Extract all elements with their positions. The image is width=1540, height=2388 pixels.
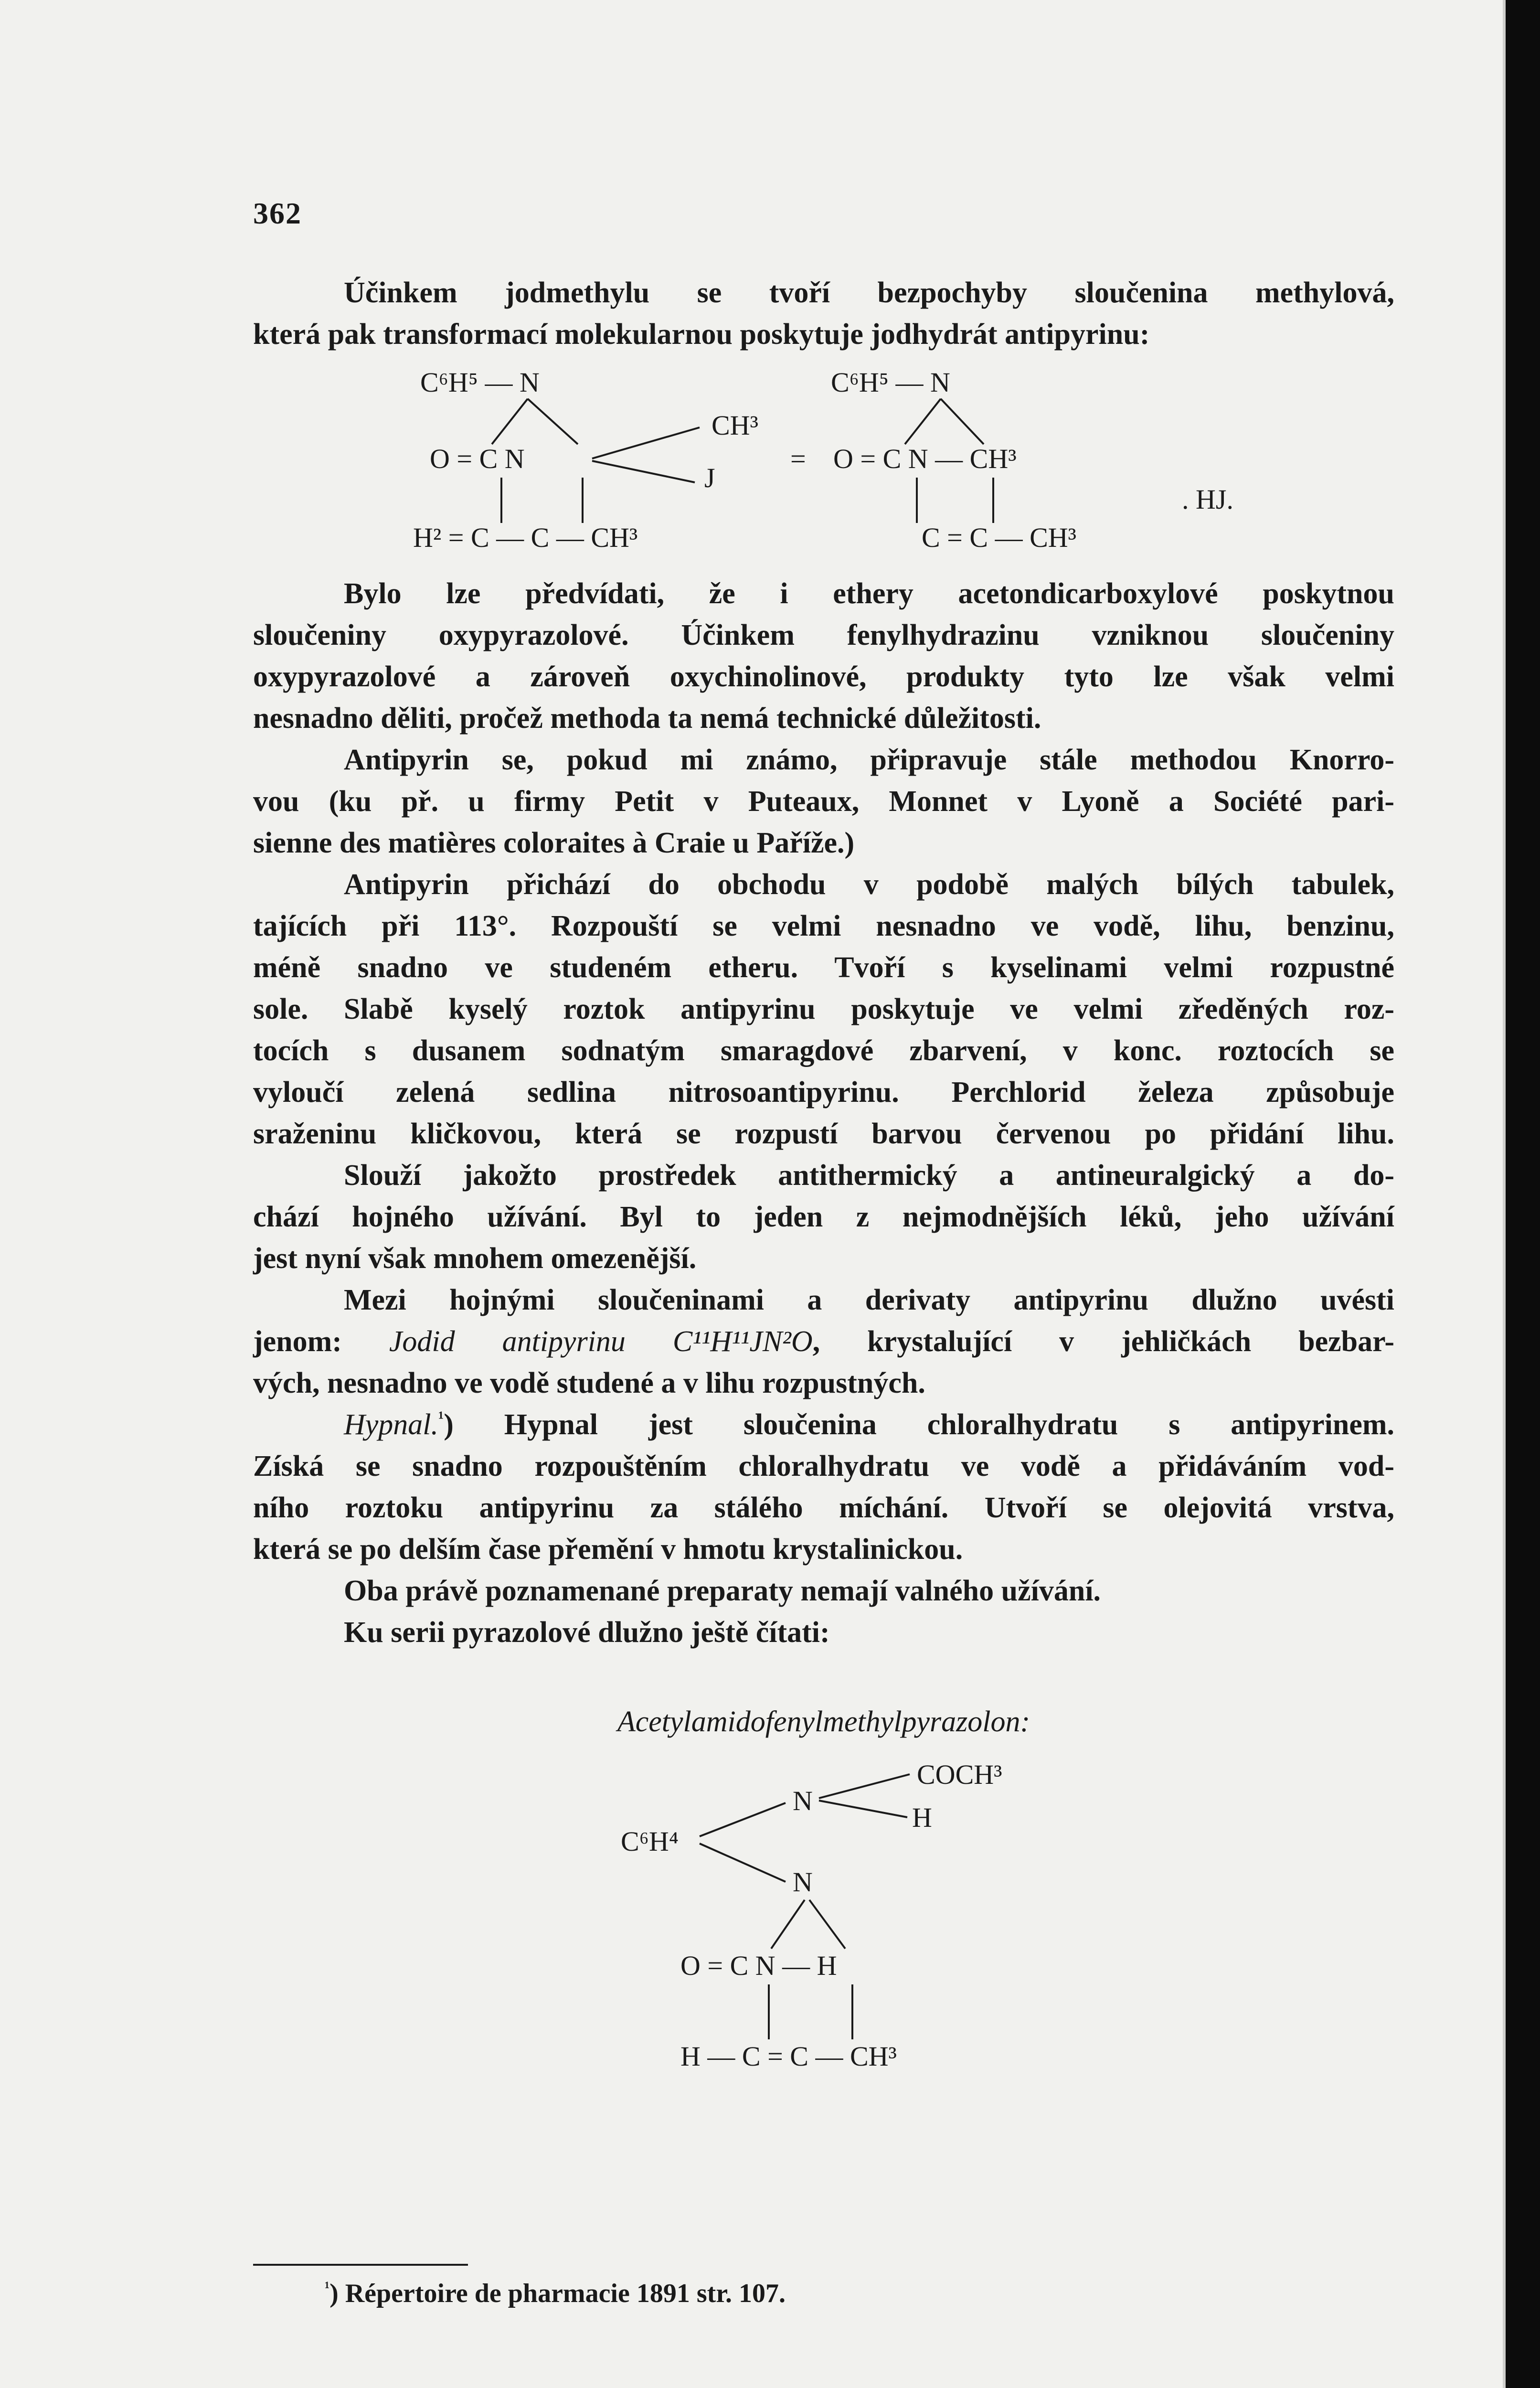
formula-2-mid: O = C N — H — [680, 1950, 837, 1981]
formula-2-coch3: COCH³ — [917, 1759, 1002, 1790]
text-line: Účinkem jodmethylu se tvoří bezpochyby sloučenina methylová, — [344, 277, 1394, 309]
jodid-formula: Jodid antipyrinu C¹¹H¹¹JN²O — [389, 1325, 813, 1358]
text-line: tocích s dusanem sodnatým smaragdové zbarvení, v konc. roztocích se — [253, 1034, 1394, 1067]
text-line: sienne des matières coloraites à Craie u Paříže.) — [253, 827, 855, 859]
text-line: méně snadno ve studeném etheru. Tvoří s kyselinami velmi rozpustné — [253, 951, 1394, 984]
footnote-ref: ¹ — [438, 1408, 444, 1428]
text-line: sloučeniny oxypyrazolové. Účinkem fenylhydrazinu vzniknou sloučeniny — [253, 619, 1394, 651]
text-line: Oba právě poznamenané preparaty nemají valného užívání. — [344, 1575, 1101, 1607]
formula-1-svg — [253, 363, 1394, 568]
formula-1-right-mid: O = C N — CH³ — [833, 443, 1017, 474]
formula-2-n-top: N — [793, 1785, 813, 1816]
paragraph-intro — [253, 272, 1394, 355]
paragraph-ethers — [253, 573, 1394, 739]
formula-2-svg — [253, 1748, 1394, 2254]
formula-1-left-top: C⁶H⁵ — N — [420, 367, 540, 398]
text-fragment: jenom: — [253, 1325, 389, 1358]
formula-1-right-top: C⁶H⁵ — N — [831, 367, 950, 398]
paragraph-preparation — [253, 739, 1394, 864]
text-line: Bylo lze předvídati, že i ethery acetondicarboxylové poskytnou — [344, 577, 1394, 610]
text-line: nesnadno děliti, pročež methoda ta nemá technické důležitosti. — [253, 702, 1041, 735]
formula-2-h-top: H — [912, 1802, 932, 1833]
text-line: Antipyrin přichází do obchodu v podobě malých bílých tabulek, — [344, 868, 1394, 901]
text-line: Antipyrin se, pokud mi známo, připravuje stále methodou Knorro- — [344, 744, 1394, 776]
paragraph-hypnal — [253, 1404, 1394, 1570]
text-line: ního roztoku antipyrinu za stálého míchání. Utvoří se olejovitá vrstva, — [253, 1492, 1394, 1524]
text-line: která se po delším čase přemění v hmotu krystalinickou. — [253, 1533, 963, 1566]
formula-1-left-mid: O = C N — [430, 443, 525, 474]
formula-1-left-j: J — [704, 462, 715, 493]
text-line: jest nyní však mnohem omezenější. — [253, 1242, 697, 1275]
text-line-hypnal — [253, 1404, 1394, 1446]
formula-2-n-ring: N — [793, 1866, 813, 1898]
text-line: Ku serii pyrazolové dlužno ještě čítati: — [344, 1616, 830, 1649]
text-line: Mezi hojnými sloučeninami a derivaty antipyrinu dlužno uvésti — [344, 1284, 1394, 1316]
text-line: vyloučí zelená sedlina nitrosoantipyrinu. Perchlorid železa způsobuje — [253, 1076, 1394, 1109]
text-fragment: ) Hypnal jest sloučenina chloralhydratu s antipyrinem. — [444, 1408, 1394, 1441]
structural-formula-acetylamido — [253, 1748, 1394, 2254]
paragraph-properties — [253, 864, 1394, 1155]
text-line: Získá se snadno rozpouštěním chloralhydratu ve vodě a přidáváním vod- — [253, 1450, 1394, 1482]
formula-caption: Acetylamidofenylmethylpyrazolon: — [617, 1706, 1030, 1738]
text-line: oxypyrazolové a zároveň oxychinolinové, produkty tyto lze však velmi — [253, 661, 1394, 693]
formula-2-c6h4: C⁶H⁴ — [621, 1826, 679, 1857]
text-fragment: , krystalující v jehličkách bezbar- — [812, 1325, 1394, 1358]
formula-1-right-hj: . HJ. — [1182, 484, 1233, 515]
paragraph-closing — [253, 1570, 1394, 1653]
formula-1-equals: = — [790, 443, 806, 474]
text-line: která pak transformací molekularnou poskytuje jodhydrát antipyrinu: — [253, 318, 1150, 351]
paragraph-derivatives — [253, 1279, 1394, 1404]
formula-1-left-ch3: CH³ — [712, 410, 758, 441]
formula-2-bottom: H — C = C — CH³ — [680, 2041, 897, 2072]
structural-formula-methylation — [253, 363, 1394, 568]
text-line: sole. Slabě kyselý roztok antipyrinu poskytuje ve velmi zředěných roz- — [253, 993, 1394, 1025]
text-line: vou (ku př. u firmy Petit v Puteaux, Monnet v Lyoně a Société pari- — [253, 785, 1394, 818]
footnote-text: ) Répertoire de pharmacie 1891 str. 107. — [329, 2279, 786, 2308]
formula-1-left-bottom: H² = C — C — CH³ — [413, 522, 638, 553]
footnote-mark: ¹ — [325, 2278, 330, 2296]
hypnal-heading: Hypnal. — [344, 1408, 439, 1441]
text-line: tajících při 113°. Rozpouští se velmi nesnadno ve vodě, lihu, benzinu, — [253, 910, 1394, 942]
footnote-rule — [253, 2264, 468, 2266]
formula-1-right-bottom: C = C — CH³ — [922, 522, 1077, 553]
text-line: Slouží jakožto prostředek antithermický a antineuralgický a do- — [344, 1159, 1394, 1192]
text-line-jodid — [253, 1321, 1394, 1363]
page-edge-dark — [1506, 0, 1540, 2388]
text-line: vých, nesnadno ve vodě studené a v lihu rozpustných. — [253, 1367, 925, 1399]
footnote — [325, 2278, 786, 2309]
text-line: sraženinu kličkovou, která se rozpustí barvou červenou po přidání lihu. — [253, 1118, 1394, 1150]
paragraph-usage — [253, 1155, 1394, 1279]
text-line: chází hojného užívání. Byl to jeden z nejmodnějších léků, jeho užívání — [253, 1201, 1394, 1233]
page-number: 362 — [253, 196, 302, 230]
